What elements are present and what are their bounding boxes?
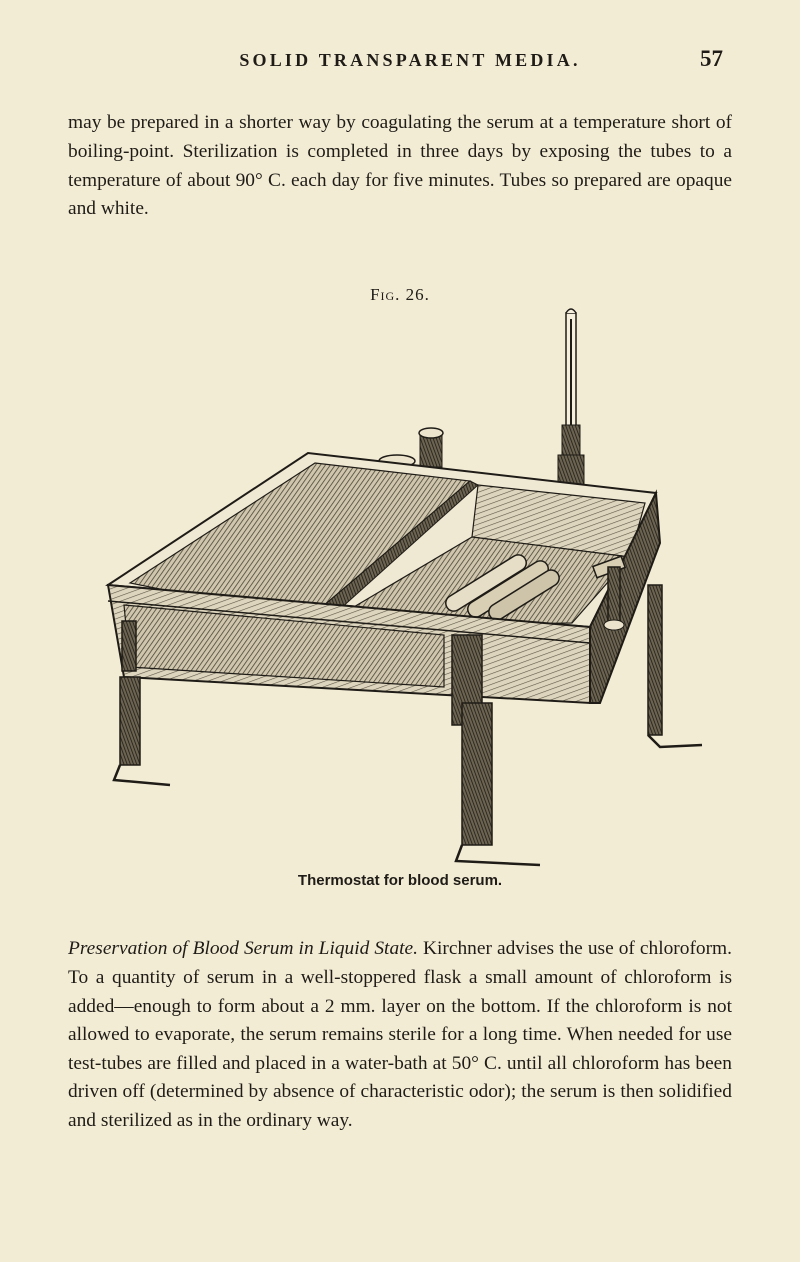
page-number: 57 [700,46,723,71]
filling-tube [379,428,443,467]
section-heading: Preservation of Blood Serum in Liquid State. [68,938,418,960]
thermometer [558,309,584,485]
thermostat-illustration [100,305,710,870]
running-title: SOLID TRANSPARENT MEDIA. [239,50,581,70]
figure-caption: Thermostat for blood serum. [297,872,503,889]
paragraph-preservation [68,935,732,1135]
paragraph-body: Kirchner advises the use of chloroform. To a quantity of serum in a well-stoppered flask a small amount of chloroform is added—enough to form about a 2 mm. layer on the bottom. If the chloroform is not allowed to evaporate, the serum remains sterile for a long time. When needed for use test-tubes are filled and placed in a water-bath at 50° C. until all chloroform has been driven off (determined by absence of characteristic odor); the serum is then solidified and sterilized as in the ordinary way. [68,938,732,1131]
paragraph-serum-preparation: may be prepared in a shorter way by coagulating the serum at a temperature short of boiling-point. Sterilization is completed in three days by exposing the tubes to a temperature of about 90° C. each day for five minutes. Tubes so prepared are opaque and white. [68,112,732,220]
figure-label: Fig. 26. [370,285,430,304]
